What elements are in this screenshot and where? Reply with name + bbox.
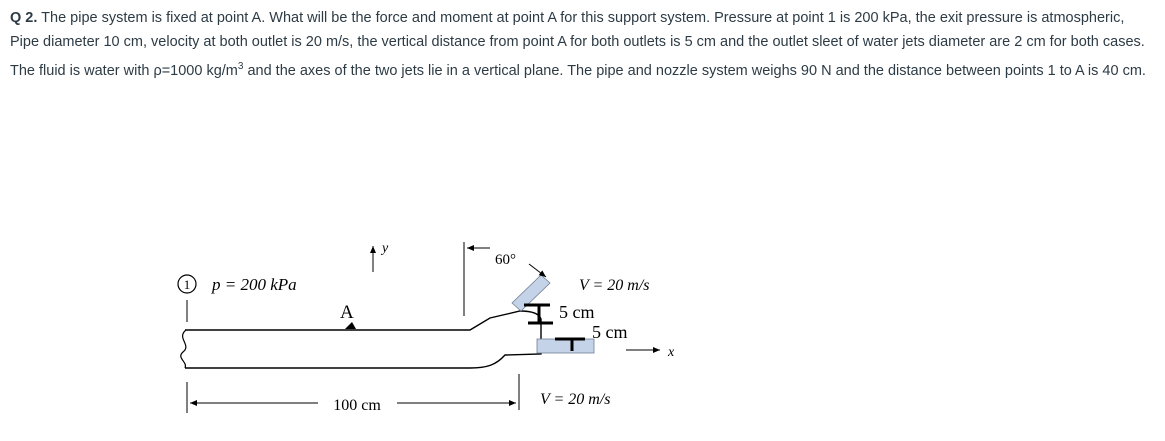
cubic-superscript: 3 [237, 60, 244, 72]
upper-velocity-label: V = 20 m/s [579, 277, 650, 294]
upper-distance-label: 5 cm [559, 302, 595, 322]
question-body-part2: and the axes of the two jets lie in a vertical plane. The pipe and nozzle system weighs 90 N and the distance between points 1 to A is 40 cm. [243, 62, 1146, 79]
lower-velocity-label: V = 20 m/s [540, 391, 611, 408]
question-number: Q 2. [10, 10, 38, 26]
lower-distance-label: 5 cm [592, 322, 628, 342]
length-label: 100 cm [333, 397, 381, 414]
pressure-label: p = 200 kPa [212, 275, 297, 294]
upper-jet-arrow [529, 264, 546, 277]
question-body-part1: The pipe system is fixed at point A. What will be the force and moment at point A for this support system. Pressure at point 1 is 200 kPa, the exit pressure is atmospheric, Pipe diameter 10 cm, velocity at both outlet is 20 m/s, the vertical distance from point A for both outlets is 5 cm and the outlet sleet of water jets diameter are 2 cm for both cases. The fluid is water with ρ=1000 kg/m [10, 10, 1145, 79]
point-a-label: A [340, 302, 354, 323]
lower-jet [537, 339, 594, 353]
x-axis-label: x [668, 345, 675, 360]
point1-label: 1 [183, 277, 191, 292]
pipe-body [185, 311, 541, 368]
y-axis-label: y [382, 241, 389, 256]
point-a-marker [345, 322, 356, 329]
angle-label: 60° [495, 252, 516, 268]
